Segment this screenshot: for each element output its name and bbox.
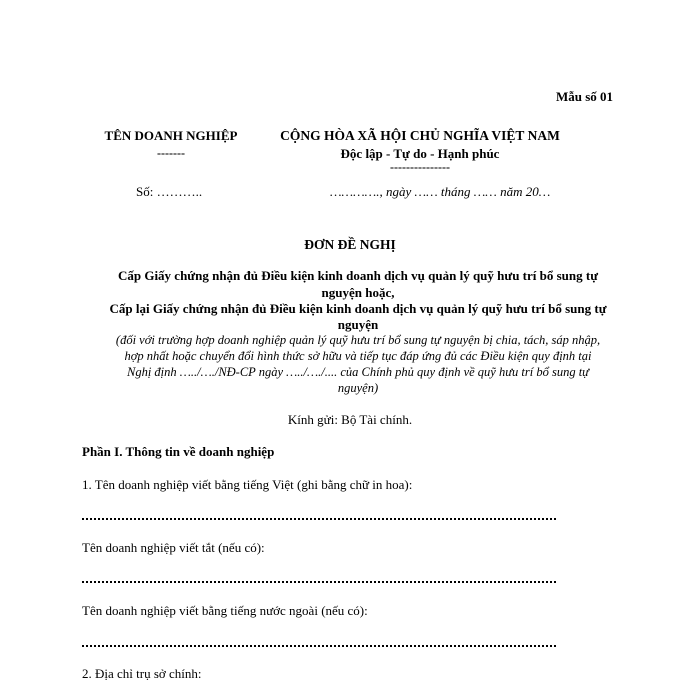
subject-line: Cấp Giấy chứng nhận đủ Điều kiện kinh doanh dịch vụ quản lý quỹ hưu trí bổ sung tự [117,268,599,283]
subject-line: Cấp lại Giấy chứng nhận đủ Điều kiện kinh doanh dịch vụ quản lý quỹ hưu trí bổ sung tự [109,301,607,316]
place-date: …………., ngày …… tháng …… năm 20… [330,184,551,199]
field-label-abbreviated-name: Tên doanh nghiệp viết tắt (nếu có): [82,540,265,555]
document-number: Số: ……….. [136,184,203,199]
company-name: TÊN DOANH NGHIỆP [104,128,238,143]
field-label-vietnamese-name: 1. Tên doanh nghiệp viết bằng tiếng Việt (ghi bằng chữ in hoa): [82,477,413,492]
recipient: Kính gửi: Bộ Tài chính. [287,412,413,427]
motto-separator: --------------- [390,160,450,174]
note-line: Nghị định …../…./NĐ-CP ngày …../…./.... của Chính phủ quy định về quỹ hưu trí bổ sung tự [126,365,589,379]
section-title: Phần I. Thông tin về doanh nghiệp [82,444,275,459]
form-code: Mẫu số 01 [556,89,614,104]
national-title: CỘNG HÒA XÃ HỘI CHỦ NGHĨA VIỆT NAM [280,128,560,143]
document-title: ĐƠN ĐỀ NGHỊ [304,237,396,252]
subject-line: nguyện hoặc, [321,285,395,300]
field-label-head-office-address: 2. Địa chỉ trụ sở chính: [82,666,202,681]
fill-in-line-vietnamese-name[interactable] [82,518,556,520]
note-line: hợp nhất hoặc chuyển đổi hình thức sở hữu và tiếp tục đáp ứng đủ các Điều kiện quy định tại [124,349,592,363]
subject-line: nguyện [337,317,379,332]
fill-in-line-foreign-name[interactable] [82,645,556,647]
field-label-foreign-name: Tên doanh nghiệp viết bằng tiếng nước ngoài (nếu có): [82,603,368,618]
company-separator: ------- [157,146,185,160]
national-motto: Độc lập - Tự do - Hạnh phúc [340,146,500,161]
fill-in-line-abbreviated-name[interactable] [82,581,556,583]
note-line: (đối với trường hợp doanh nghiệp quản lý quỹ hưu trí bổ sung tự nguyện bị chia, tách, sáp nhập, [115,333,601,347]
note-line: nguyện) [337,381,379,395]
